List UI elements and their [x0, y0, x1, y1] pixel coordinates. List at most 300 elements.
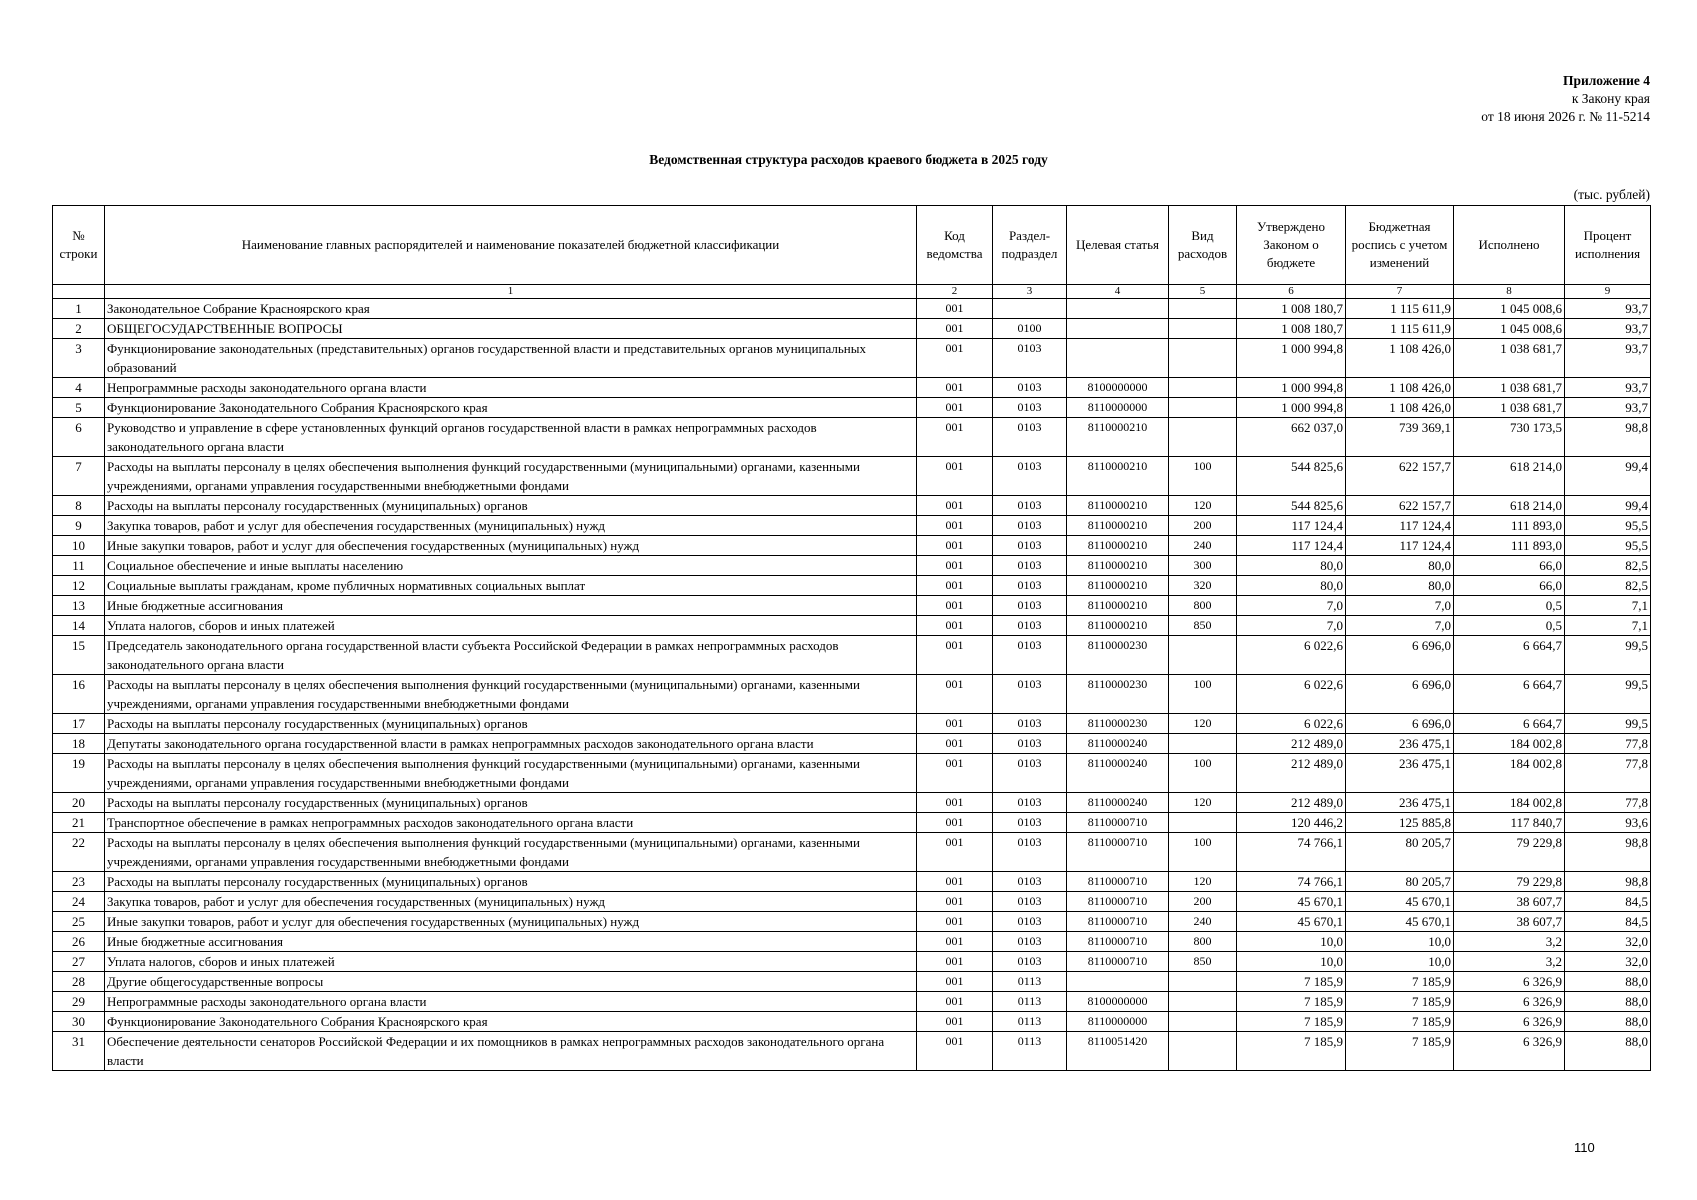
name-cell: Социальные выплаты гражданам, кроме публичных нормативных социальных выплат: [105, 576, 917, 596]
section-cell: 0103: [993, 793, 1067, 813]
percent-cell: 88,0: [1565, 1012, 1651, 1032]
revised-cell: 117 124,4: [1346, 516, 1454, 536]
target-article-cell: 8110000230: [1067, 675, 1169, 714]
row-number-cell: 4: [53, 378, 105, 398]
revised-cell: 6 696,0: [1346, 636, 1454, 675]
expense-type-cell: 850: [1169, 616, 1237, 636]
column-number-name: 1: [105, 285, 917, 299]
section-cell: 0103: [993, 892, 1067, 912]
dept-code-cell: 001: [917, 754, 993, 793]
percent-cell: 99,5: [1565, 714, 1651, 734]
column-header-expense-type: Вид расходов: [1169, 206, 1237, 285]
target-article-cell: 8110000710: [1067, 813, 1169, 833]
target-article-cell: 8110000710: [1067, 833, 1169, 872]
approved-cell: 45 670,1: [1237, 892, 1346, 912]
row-number-cell: 28: [53, 972, 105, 992]
percent-cell: 99,4: [1565, 457, 1651, 496]
section-cell: 0103: [993, 912, 1067, 932]
executed-cell: 3,2: [1454, 952, 1565, 972]
row-number-cell: 31: [53, 1032, 105, 1071]
approved-cell: 1 000 994,8: [1237, 378, 1346, 398]
expense-type-cell: [1169, 398, 1237, 418]
row-number-cell: 20: [53, 793, 105, 813]
expense-type-cell: 100: [1169, 457, 1237, 496]
name-cell: Расходы на выплаты персоналу в целях обеспечения выполнения функций государственными (муниципальными) органами, казенными учреждениями, органами управления государственными внебюджетными фондами: [105, 833, 917, 872]
revised-cell: 1 115 611,9: [1346, 319, 1454, 339]
executed-cell: 0,5: [1454, 616, 1565, 636]
target-article-cell: 8110000710: [1067, 892, 1169, 912]
section-cell: 0103: [993, 833, 1067, 872]
row-number-cell: 18: [53, 734, 105, 754]
name-cell: Транспортное обеспечение в рамках непрограммных расходов законодательного органа власти: [105, 813, 917, 833]
executed-cell: 111 893,0: [1454, 536, 1565, 556]
table-header: [53, 206, 1651, 299]
row-number-cell: 10: [53, 536, 105, 556]
name-cell: Расходы на выплаты персоналу в целях обеспечения выполнения функций государственными (муниципальными) органами, казенными учреждениями, органами управления государственными внебюджетными фондами: [105, 675, 917, 714]
executed-cell: 6 326,9: [1454, 992, 1565, 1012]
revised-cell: 236 475,1: [1346, 793, 1454, 813]
percent-cell: 93,7: [1565, 319, 1651, 339]
percent-cell: 93,6: [1565, 813, 1651, 833]
executed-cell: 0,5: [1454, 596, 1565, 616]
row-number-cell: 16: [53, 675, 105, 714]
section-cell: 0103: [993, 636, 1067, 675]
target-article-cell: 8110000210: [1067, 576, 1169, 596]
section-cell: 0103: [993, 457, 1067, 496]
approved-cell: 6 022,6: [1237, 714, 1346, 734]
percent-cell: 95,5: [1565, 536, 1651, 556]
executed-cell: 184 002,8: [1454, 734, 1565, 754]
section-cell: 0103: [993, 576, 1067, 596]
executed-cell: 66,0: [1454, 556, 1565, 576]
expense-type-cell: 240: [1169, 912, 1237, 932]
target-article-cell: 8110000240: [1067, 793, 1169, 813]
expense-type-cell: 120: [1169, 872, 1237, 892]
table-row: [53, 734, 1651, 754]
row-number-cell: 6: [53, 418, 105, 457]
row-number-cell: 19: [53, 754, 105, 793]
dept-code-cell: 001: [917, 992, 993, 1012]
section-cell: 0103: [993, 398, 1067, 418]
name-cell: Непрограммные расходы законодательного органа власти: [105, 378, 917, 398]
dept-code-cell: 001: [917, 932, 993, 952]
target-article-cell: [1067, 319, 1169, 339]
revised-cell: 739 369,1: [1346, 418, 1454, 457]
percent-cell: 98,8: [1565, 833, 1651, 872]
revised-cell: 45 670,1: [1346, 892, 1454, 912]
name-cell: Иные бюджетные ассигнования: [105, 932, 917, 952]
column-number-row: [53, 285, 1651, 299]
executed-cell: 6 664,7: [1454, 714, 1565, 734]
table-row: [53, 536, 1651, 556]
revised-cell: 622 157,7: [1346, 496, 1454, 516]
executed-cell: 618 214,0: [1454, 496, 1565, 516]
name-cell: Социальное обеспечение и иные выплаты населению: [105, 556, 917, 576]
column-header-row-number: № строки: [53, 206, 105, 285]
approved-cell: 662 037,0: [1237, 418, 1346, 457]
appendix-title: Приложение 4: [1562, 73, 1650, 88]
revised-cell: 6 696,0: [1346, 714, 1454, 734]
target-article-cell: 8110000210: [1067, 616, 1169, 636]
row-number-cell: 2: [53, 319, 105, 339]
section-cell: 0103: [993, 596, 1067, 616]
percent-cell: 32,0: [1565, 932, 1651, 952]
revised-cell: 236 475,1: [1346, 754, 1454, 793]
table-row: [53, 872, 1651, 892]
column-header-dept-code: Код ведомства: [917, 206, 993, 285]
percent-cell: 99,5: [1565, 675, 1651, 714]
table-row: [53, 616, 1651, 636]
approved-cell: 212 489,0: [1237, 754, 1346, 793]
row-number-cell: 5: [53, 398, 105, 418]
revised-cell: 80,0: [1346, 556, 1454, 576]
table-row: [53, 319, 1651, 339]
approved-cell: 1 008 180,7: [1237, 299, 1346, 319]
target-article-cell: 8110000710: [1067, 952, 1169, 972]
section-cell: 0103: [993, 496, 1067, 516]
expense-type-cell: 800: [1169, 596, 1237, 616]
name-cell: Уплата налогов, сборов и иных платежей: [105, 616, 917, 636]
section-cell: 0103: [993, 378, 1067, 398]
executed-cell: 1 045 008,6: [1454, 319, 1565, 339]
executed-cell: 66,0: [1454, 576, 1565, 596]
column-header-percent: Процент исполнения: [1565, 206, 1651, 285]
column-header-name: Наименование главных распорядителей и наименование показателей бюджетной классификации: [105, 206, 917, 285]
revised-cell: 7 185,9: [1346, 972, 1454, 992]
percent-cell: 98,8: [1565, 872, 1651, 892]
expense-type-cell: 200: [1169, 892, 1237, 912]
expense-type-cell: 100: [1169, 675, 1237, 714]
table-row: [53, 457, 1651, 496]
target-article-cell: 8110000240: [1067, 754, 1169, 793]
percent-cell: 93,7: [1565, 339, 1651, 378]
target-article-cell: 8110000230: [1067, 636, 1169, 675]
approved-cell: 74 766,1: [1237, 872, 1346, 892]
header-row: [53, 206, 1651, 285]
expense-type-cell: [1169, 1012, 1237, 1032]
revised-cell: 236 475,1: [1346, 734, 1454, 754]
revised-cell: 7 185,9: [1346, 1012, 1454, 1032]
approved-cell: 80,0: [1237, 576, 1346, 596]
expense-type-cell: [1169, 319, 1237, 339]
name-cell: Функционирование Законодательного Собрания Красноярского края: [105, 398, 917, 418]
expense-type-cell: 240: [1169, 536, 1237, 556]
expense-type-cell: [1169, 299, 1237, 319]
approved-cell: 6 022,6: [1237, 675, 1346, 714]
row-number-cell: 27: [53, 952, 105, 972]
revised-cell: 80 205,7: [1346, 872, 1454, 892]
executed-cell: 184 002,8: [1454, 793, 1565, 813]
name-cell: Расходы на выплаты персоналу государственных (муниципальных) органов: [105, 496, 917, 516]
row-number-cell: 25: [53, 912, 105, 932]
approved-cell: 10,0: [1237, 952, 1346, 972]
approved-cell: 10,0: [1237, 932, 1346, 952]
revised-cell: 1 108 426,0: [1346, 398, 1454, 418]
target-article-cell: 8110000230: [1067, 714, 1169, 734]
row-number-cell: 12: [53, 576, 105, 596]
percent-cell: 93,7: [1565, 378, 1651, 398]
table-row: [53, 636, 1651, 675]
expense-type-cell: 800: [1169, 932, 1237, 952]
percent-cell: 93,7: [1565, 398, 1651, 418]
section-cell: 0103: [993, 556, 1067, 576]
dept-code-cell: 001: [917, 793, 993, 813]
dept-code-cell: 001: [917, 636, 993, 675]
percent-cell: 93,7: [1565, 299, 1651, 319]
column-header-executed: Исполнено: [1454, 206, 1565, 285]
target-article-cell: 8100000000: [1067, 992, 1169, 1012]
section-cell: 0113: [993, 1032, 1067, 1071]
section-cell: 0103: [993, 339, 1067, 378]
table-row: [53, 892, 1651, 912]
name-cell: Уплата налогов, сборов и иных платежей: [105, 952, 917, 972]
target-article-cell: 8110000210: [1067, 457, 1169, 496]
expense-type-cell: [1169, 1032, 1237, 1071]
expense-type-cell: [1169, 378, 1237, 398]
page-number: 110: [1574, 1140, 1595, 1155]
approved-cell: 1 000 994,8: [1237, 339, 1346, 378]
name-cell: Другие общегосударственные вопросы: [105, 972, 917, 992]
executed-cell: 618 214,0: [1454, 457, 1565, 496]
column-number-dept-code: 2: [917, 285, 993, 299]
name-cell: Расходы на выплаты персоналу государственных (муниципальных) органов: [105, 872, 917, 892]
section-cell: 0113: [993, 992, 1067, 1012]
percent-cell: 99,5: [1565, 636, 1651, 675]
row-number-cell: 17: [53, 714, 105, 734]
dept-code-cell: 001: [917, 1032, 993, 1071]
revised-cell: 45 670,1: [1346, 912, 1454, 932]
table-row: [53, 299, 1651, 319]
row-number-cell: 29: [53, 992, 105, 1012]
dept-code-cell: 001: [917, 556, 993, 576]
dept-code-cell: 001: [917, 596, 993, 616]
revised-cell: 1 108 426,0: [1346, 339, 1454, 378]
name-cell: Иные закупки товаров, работ и услуг для обеспечения государственных (муниципальных) нужд: [105, 536, 917, 556]
name-cell: Функционирование законодательных (представительных) органов государственной власти и представительных органов муниципальных образований: [105, 339, 917, 378]
row-number-cell: 1: [53, 299, 105, 319]
executed-cell: 6 326,9: [1454, 1032, 1565, 1071]
document-title: Ведомственная структура расходов краевого бюджета в 2025 году: [649, 152, 1048, 167]
table-row: [53, 912, 1651, 932]
table-row: [53, 813, 1651, 833]
dept-code-cell: 001: [917, 616, 993, 636]
revised-cell: 7 185,9: [1346, 1032, 1454, 1071]
name-cell: Председатель законодательного органа государственной власти субъекта Российской Федерации в рамках непрограммных расходов законодательного органа власти: [105, 636, 917, 675]
row-number-cell: 8: [53, 496, 105, 516]
dept-code-cell: 001: [917, 714, 993, 734]
percent-cell: 95,5: [1565, 516, 1651, 536]
column-header-approved: Утверждено Законом о бюджете: [1237, 206, 1346, 285]
expense-type-cell: [1169, 972, 1237, 992]
row-number-cell: 7: [53, 457, 105, 496]
percent-cell: 88,0: [1565, 1032, 1651, 1071]
revised-cell: 6 696,0: [1346, 675, 1454, 714]
section-cell: 0103: [993, 516, 1067, 536]
expense-type-cell: [1169, 813, 1237, 833]
column-number-row-number: [53, 285, 105, 299]
table-row: [53, 972, 1651, 992]
approved-cell: 80,0: [1237, 556, 1346, 576]
executed-cell: 6 326,9: [1454, 1012, 1565, 1032]
dept-code-cell: 001: [917, 457, 993, 496]
revised-cell: 80,0: [1346, 576, 1454, 596]
table-row: [53, 398, 1651, 418]
revised-cell: 125 885,8: [1346, 813, 1454, 833]
approved-cell: 7,0: [1237, 596, 1346, 616]
revised-cell: 7 185,9: [1346, 992, 1454, 1012]
table-row: [53, 932, 1651, 952]
table-row: [53, 992, 1651, 1012]
target-article-cell: 8110000210: [1067, 596, 1169, 616]
row-number-cell: 15: [53, 636, 105, 675]
approved-cell: 212 489,0: [1237, 734, 1346, 754]
dept-code-cell: 001: [917, 675, 993, 714]
revised-cell: 117 124,4: [1346, 536, 1454, 556]
target-article-cell: [1067, 299, 1169, 319]
appendix-law-ref: к Закону края: [1571, 91, 1650, 106]
target-article-cell: 8110000210: [1067, 556, 1169, 576]
target-article-cell: 8110000210: [1067, 516, 1169, 536]
revised-cell: 10,0: [1346, 952, 1454, 972]
expense-type-cell: 100: [1169, 833, 1237, 872]
column-number-approved: 6: [1237, 285, 1346, 299]
target-article-cell: 8110000240: [1067, 734, 1169, 754]
row-number-cell: 14: [53, 616, 105, 636]
target-article-cell: [1067, 972, 1169, 992]
target-article-cell: 8110000000: [1067, 398, 1169, 418]
row-number-cell: 22: [53, 833, 105, 872]
executed-cell: 1 038 681,7: [1454, 398, 1565, 418]
percent-cell: 82,5: [1565, 576, 1651, 596]
revised-cell: 7,0: [1346, 616, 1454, 636]
expense-type-cell: 200: [1169, 516, 1237, 536]
executed-cell: 6 326,9: [1454, 972, 1565, 992]
expense-type-cell: 850: [1169, 952, 1237, 972]
percent-cell: 32,0: [1565, 952, 1651, 972]
section-cell: 0103: [993, 714, 1067, 734]
column-header-section: Раздел-подраздел: [993, 206, 1067, 285]
row-number-cell: 3: [53, 339, 105, 378]
target-article-cell: 8110000210: [1067, 496, 1169, 516]
revised-cell: 1 108 426,0: [1346, 378, 1454, 398]
table-body: [53, 299, 1651, 1071]
approved-cell: 117 124,4: [1237, 516, 1346, 536]
section-cell: [993, 299, 1067, 319]
table-row: [53, 378, 1651, 398]
row-number-cell: 24: [53, 892, 105, 912]
percent-cell: 7,1: [1565, 616, 1651, 636]
approved-cell: 74 766,1: [1237, 833, 1346, 872]
row-number-cell: 13: [53, 596, 105, 616]
name-cell: Непрограммные расходы законодательного органа власти: [105, 992, 917, 1012]
table-row: [53, 496, 1651, 516]
row-number-cell: 9: [53, 516, 105, 536]
approved-cell: 544 825,6: [1237, 496, 1346, 516]
section-cell: 0103: [993, 536, 1067, 556]
name-cell: Иные бюджетные ассигнования: [105, 596, 917, 616]
approved-cell: 120 446,2: [1237, 813, 1346, 833]
executed-cell: 6 664,7: [1454, 675, 1565, 714]
target-article-cell: 8110000210: [1067, 418, 1169, 457]
expense-type-cell: [1169, 636, 1237, 675]
executed-cell: 6 664,7: [1454, 636, 1565, 675]
dept-code-cell: 001: [917, 299, 993, 319]
expense-type-cell: 300: [1169, 556, 1237, 576]
executed-cell: 38 607,7: [1454, 892, 1565, 912]
executed-cell: 38 607,7: [1454, 912, 1565, 932]
approved-cell: 7 185,9: [1237, 1032, 1346, 1071]
executed-cell: 1 038 681,7: [1454, 378, 1565, 398]
dept-code-cell: 001: [917, 398, 993, 418]
column-number-executed: 8: [1454, 285, 1565, 299]
expense-type-cell: 320: [1169, 576, 1237, 596]
name-cell: Расходы на выплаты персоналу государственных (муниципальных) органов: [105, 793, 917, 813]
target-article-cell: [1067, 339, 1169, 378]
section-cell: 0103: [993, 754, 1067, 793]
percent-cell: 77,8: [1565, 754, 1651, 793]
section-cell: 0103: [993, 418, 1067, 457]
section-cell: 0103: [993, 675, 1067, 714]
revised-cell: 1 115 611,9: [1346, 299, 1454, 319]
table-row: [53, 833, 1651, 872]
dept-code-cell: 001: [917, 576, 993, 596]
target-article-cell: 8110000710: [1067, 932, 1169, 952]
row-number-cell: 11: [53, 556, 105, 576]
column-number-revised: 7: [1346, 285, 1454, 299]
section-cell: 0103: [993, 813, 1067, 833]
name-cell: Расходы на выплаты персоналу в целях обеспечения выполнения функций государственными (муниципальными) органами, казенными учреждениями, органами управления государственными внебюджетными фондами: [105, 754, 917, 793]
expense-type-cell: [1169, 992, 1237, 1012]
percent-cell: 84,5: [1565, 892, 1651, 912]
approved-cell: 1 008 180,7: [1237, 319, 1346, 339]
dept-code-cell: 001: [917, 833, 993, 872]
executed-cell: 1 045 008,6: [1454, 299, 1565, 319]
expense-type-cell: [1169, 418, 1237, 457]
expense-type-cell: 120: [1169, 714, 1237, 734]
dept-code-cell: 001: [917, 418, 993, 457]
approved-cell: 7,0: [1237, 616, 1346, 636]
section-cell: 0103: [993, 734, 1067, 754]
table-row: [53, 339, 1651, 378]
column-header-revised: Бюджетная роспись с учетом изменений: [1346, 206, 1454, 285]
revised-cell: 10,0: [1346, 932, 1454, 952]
percent-cell: 82,5: [1565, 556, 1651, 576]
column-header-target-article: Целевая статья: [1067, 206, 1169, 285]
table-row: [53, 1012, 1651, 1032]
target-article-cell: 8100000000: [1067, 378, 1169, 398]
approved-cell: 544 825,6: [1237, 457, 1346, 496]
section-cell: 0103: [993, 872, 1067, 892]
appendix-date: от 18 июня 2026 г. № 11-5214: [1481, 109, 1650, 124]
dept-code-cell: 001: [917, 952, 993, 972]
name-cell: Законодательное Собрание Красноярского края: [105, 299, 917, 319]
budget-table: [52, 205, 1651, 1071]
dept-code-cell: 001: [917, 972, 993, 992]
units-label: (тыс. рублей): [1573, 187, 1650, 202]
table-row: [53, 675, 1651, 714]
target-article-cell: 8110000210: [1067, 536, 1169, 556]
percent-cell: 88,0: [1565, 992, 1651, 1012]
percent-cell: 84,5: [1565, 912, 1651, 932]
name-cell: Иные закупки товаров, работ и услуг для обеспечения государственных (муниципальных) нужд: [105, 912, 917, 932]
name-cell: Руководство и управление в сфере установленных функций органов государственной власти в рамках непрограммных расходов законодательного органа власти: [105, 418, 917, 457]
dept-code-cell: 001: [917, 912, 993, 932]
name-cell: Депутаты законодательного органа государственной власти в рамках непрограммных расходов законодательного органа власти: [105, 734, 917, 754]
dept-code-cell: 001: [917, 378, 993, 398]
dept-code-cell: 001: [917, 892, 993, 912]
target-article-cell: 8110000000: [1067, 1012, 1169, 1032]
expense-type-cell: 120: [1169, 496, 1237, 516]
